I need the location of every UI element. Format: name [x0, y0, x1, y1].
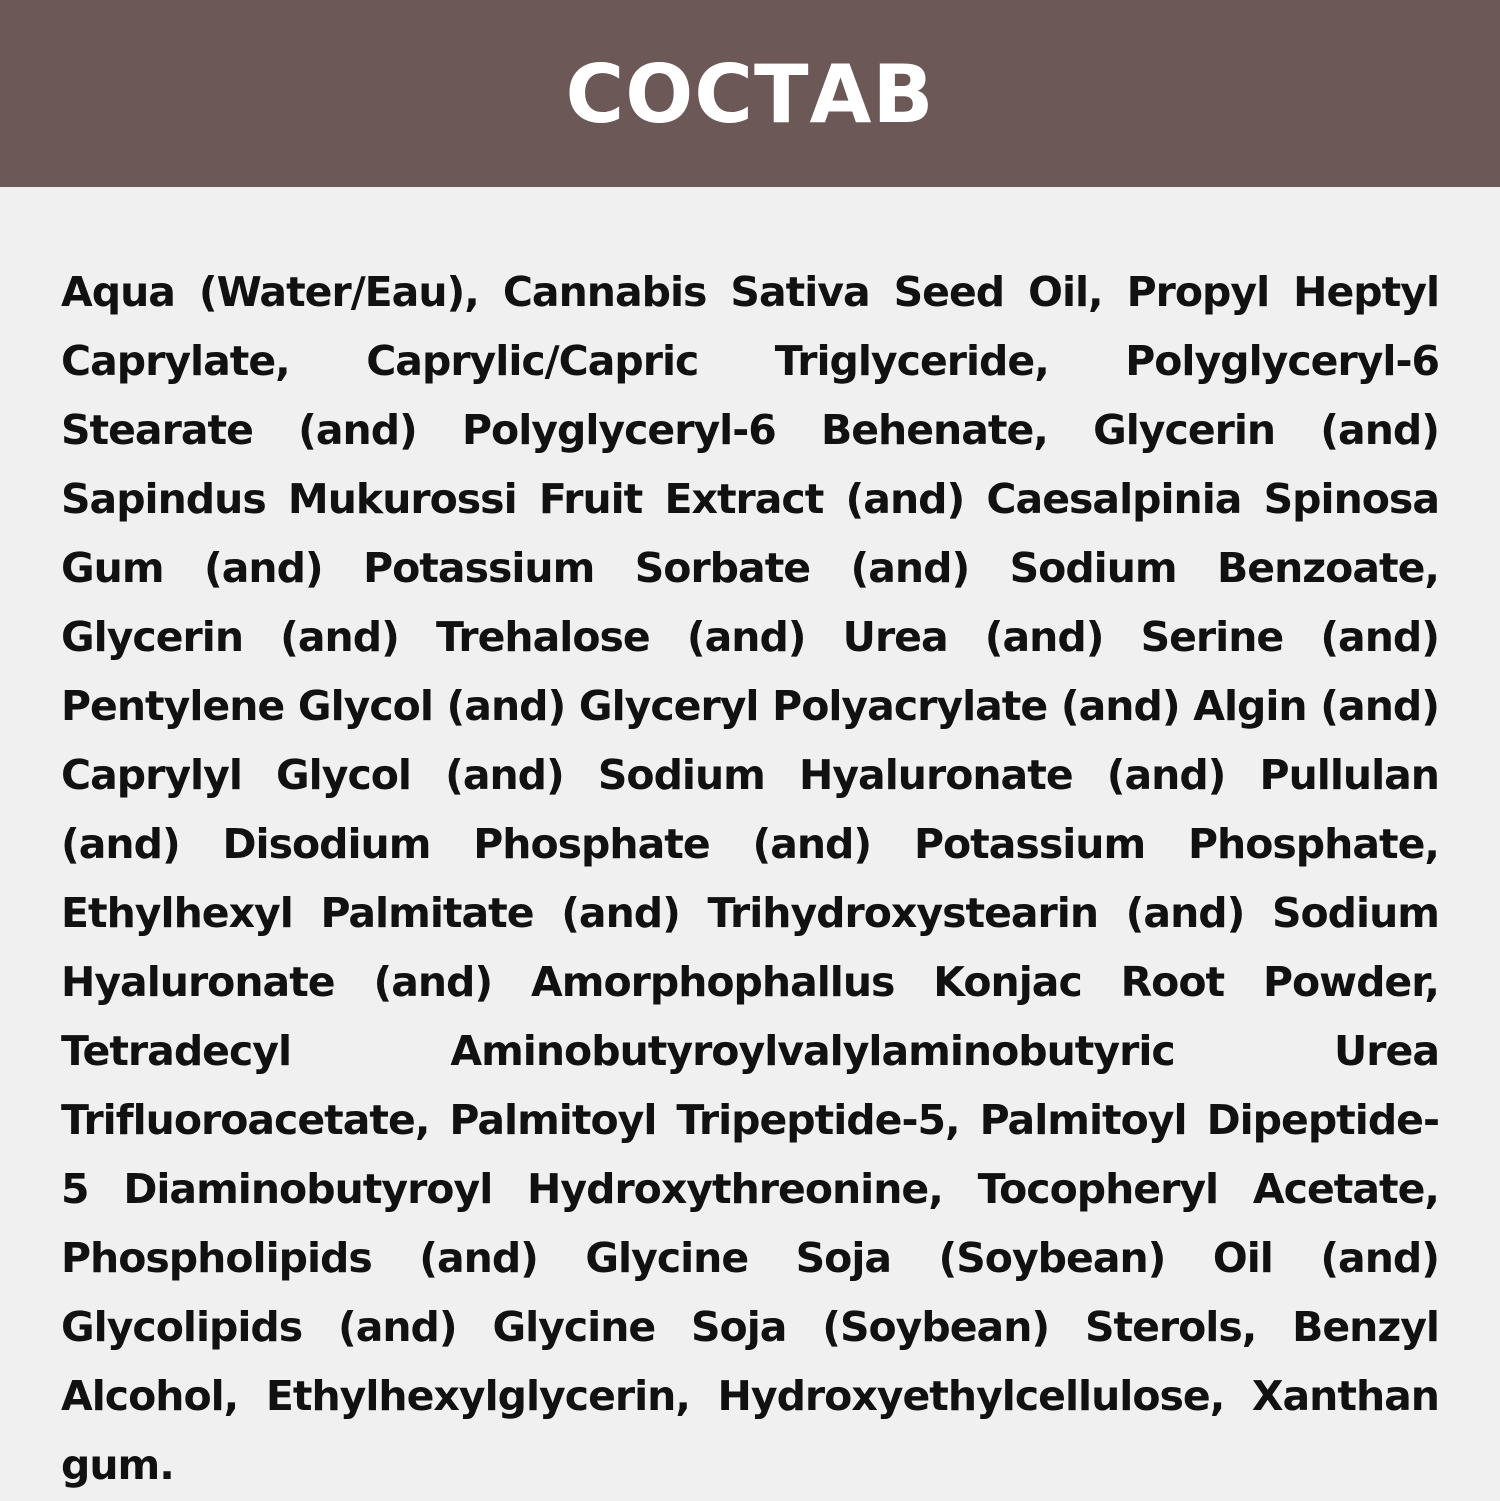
- page-title: СОСТАВ: [565, 47, 935, 141]
- ingredients-list: Aqua (Water/Eau), Cannabis Sativa Seed Oil, Propyl Heptyl Caprylate, Caprylic/Capric Triglyceride, Polyglyceryl-6 Stearate (and) Polyglyceryl-6 Behenate, Glycerin (and) Sapindus Mukurossi Fruit Extract (and) Caesalpinia Spinosa Gum (and) Potassium Sorbate (and) Sodium Benzoate, Glycerin (and) Trehalose (and) Urea (and) Serine (and) Pentylene Glycol (and) Glyceryl Polyacrylate (and) Algin (and) Caprylyl Glycol (and) Sodium Hyaluronate (and) Pullulan (and) Disodium Phosphate (and) Potassium Phosphate, Ethylhexyl Palmitate (and) Trihydroxystearin (and) Sodium Hyaluronate (and) Amorphophallus Konjac Root Powder, Tetradecyl Aminobutyroylvalylaminobutyric Urea Trifluoroacetate, Palmitoyl Tripeptide-5, Palmitoyl Dipeptide-5 Diaminobutyroyl Hydroxythreonine, Tocopheryl Acetate, Phospholipids (and) Glycine Soja (Soybean) Oil (and) Glycolipids (and) Glycine Soja (Soybean) Sterols, Benzyl Alcohol, Ethylhexylglycerin, Hydroxyethylcellulose, Xanthan gum.: [61, 268, 1439, 1489]
- header-band: [0, 0, 1500, 187]
